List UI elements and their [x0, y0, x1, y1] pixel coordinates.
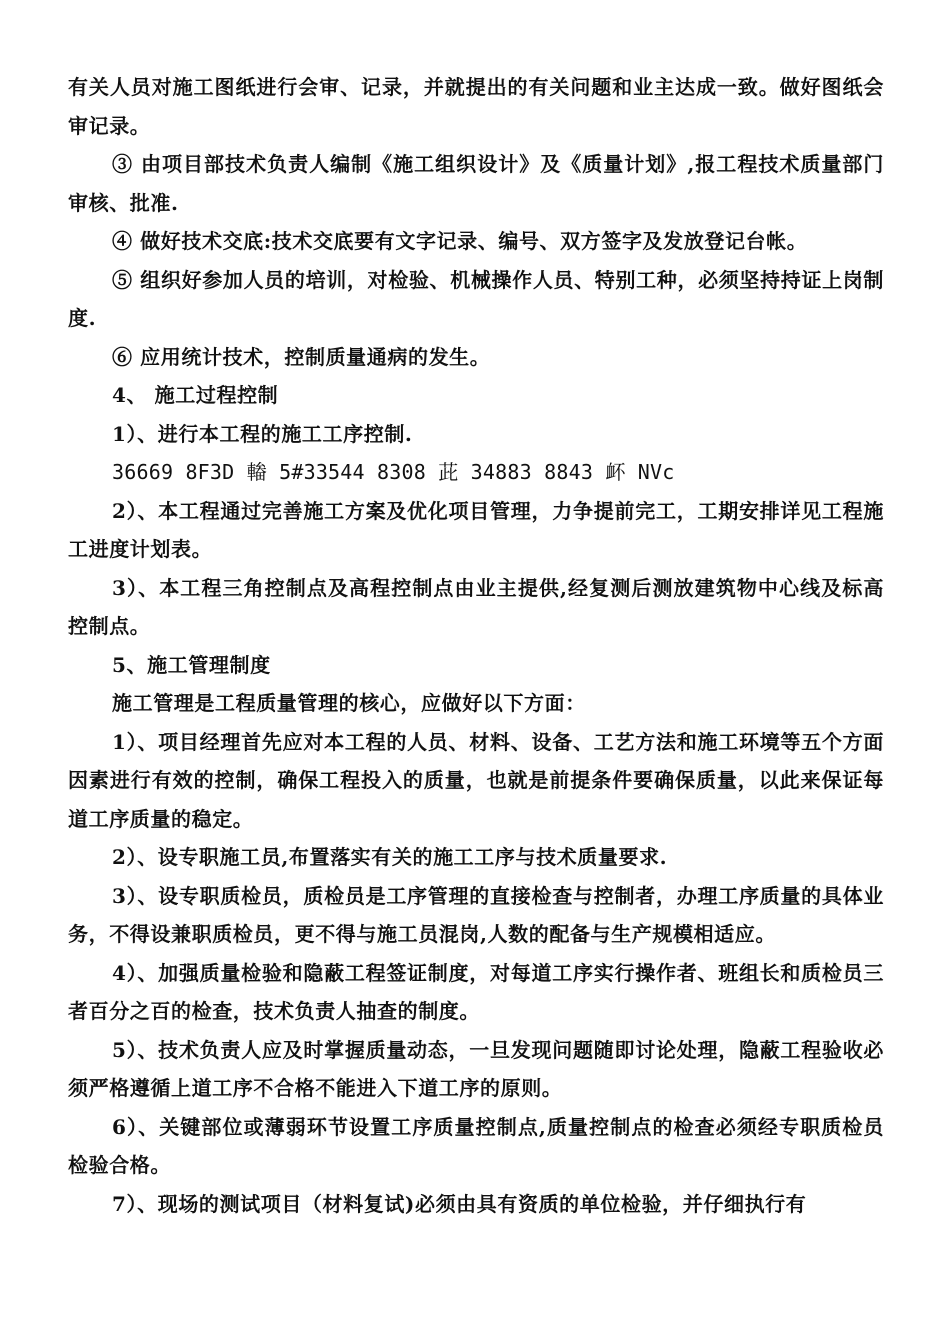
- paragraph-process-3: 3）、本工程三角控制点及高程控制点由业主提供,经复测后测放建筑物中心线及标高控制点。: [68, 575, 884, 638]
- paragraph-item-6: ⑥ 应用统计技术，控制质量通病的发生。: [112, 344, 491, 369]
- paragraph-management-2: 2）、设专职施工员,布置落实有关的施工工序与技术质量要求.: [112, 845, 668, 869]
- paragraph-management-intro: 施工管理是工程质量管理的核心，应做好以下方面：: [112, 691, 586, 715]
- document-body: [68, 68, 884, 1223]
- paragraph-item-5: ⑤ 组织好参加人员的培训，对检验、机械操作人员、特别工种，必须坚持持证上岗制度.: [68, 267, 884, 330]
- paragraph-process-2: 2）、本工程通过完善施工方案及优化项目管理，力争提前完工，工期安排详见工程施工进度计划表。: [68, 498, 884, 561]
- paragraph-process-1: 1）、进行本工程的施工工序控制.: [112, 421, 413, 446]
- paragraph-management-5: 5）、技术负责人应及时掌握质量动态，一旦发现问题随即讨论处理，隐蔽工程验收必须严格遵循上道工序不合格不能进入下道工序的原则。: [68, 1037, 884, 1100]
- paragraph-continuation: 有关人员对施工图纸进行会审、记录，并就提出的有关问题和业主达成一致。做好图纸会审记录。: [68, 75, 884, 138]
- paragraph-management-4: 4）、加强质量检验和隐蔽工程签证制度，对每道工序实行操作者、班组长和质检员三者百分之百的检查，技术负责人抽查的制度。: [68, 960, 884, 1023]
- paragraph-management-1: 1）、项目经理首先应对本工程的人员、材料、设备、工艺方法和施工环境等五个方面因素进行有效的控制，确保工程投入的质量，也就是前提条件要确保质量，以此来保证每道工序质量的稳定。: [68, 729, 884, 831]
- paragraph-management-6: 6）、关键部位或薄弱环节设置工序质量控制点,质量控制点的检查必须经专职质检员检验合格。: [68, 1114, 884, 1177]
- paragraph-item-4: ④ 做好技术交底:技术交底要有文字记录、编号、双方签字及发放登记台帐。: [112, 229, 808, 253]
- paragraph-item-3: ③ 由项目部技术负责人编制《施工组织设计》及《质量计划》,报工程技术质量部门审核、批准.: [68, 152, 884, 215]
- paragraph-management-7: 7）、现场的测试项目（材料复试)必须由具有资质的单位检验，并仔细执行有: [112, 1191, 807, 1216]
- paragraph-management-3: 3）、设专职质检员，质检员是工序管理的直接检查与控制者，办理工序质量的具体业务，不得设兼职质检员，更不得与施工员混岗,人数的配备与生产规模相适应。: [68, 883, 884, 946]
- encoded-text-line: 36669 8F3D 輽 5#33544 8308 茈 34883 8843 衃 NVc: [112, 460, 675, 484]
- section-heading-5: 5、施工管理制度: [112, 652, 271, 677]
- section-heading-4: 4、 施工过程控制: [112, 383, 279, 407]
